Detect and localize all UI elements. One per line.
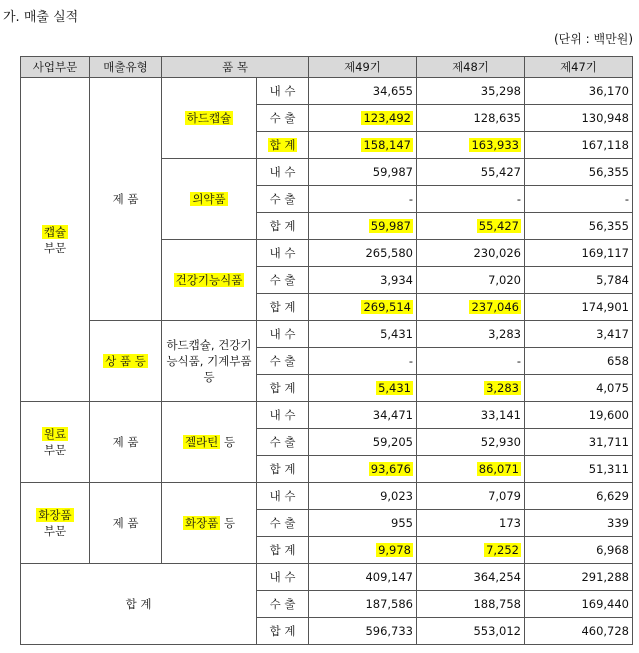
sales-type-product: 제 품 — [90, 483, 162, 564]
highlighted-text: 93,676 — [370, 462, 411, 476]
row-type: 수 출 — [257, 348, 309, 375]
cell — [309, 294, 417, 321]
highlighted-text: 상 품 등 — [105, 354, 146, 368]
cell — [417, 294, 525, 321]
row-type: 합 계 — [257, 294, 309, 321]
row-type: 내 수 — [257, 159, 309, 186]
cell: 7,079 — [417, 483, 525, 510]
cell: 59,987 — [309, 159, 417, 186]
item-hard-capsule — [162, 78, 257, 159]
cell: 130,948 — [525, 105, 633, 132]
cell: 6,629 — [525, 483, 633, 510]
cell: 36,170 — [525, 78, 633, 105]
cell: 339 — [525, 510, 633, 537]
item-cosmetics: 화장품 등 — [162, 483, 257, 564]
highlighted-text: 55,427 — [478, 219, 519, 233]
cell: 34,471 — [309, 402, 417, 429]
table-row — [21, 78, 633, 105]
row-type: 내 수 — [257, 564, 309, 591]
cell: 5,784 — [525, 267, 633, 294]
item-label: 건강기능식품 — [175, 273, 243, 287]
cell: 3,417 — [525, 321, 633, 348]
row-type: 수 출 — [257, 510, 309, 537]
cell: 33,141 — [417, 402, 525, 429]
cell: 6,968 — [525, 537, 633, 564]
cell: - — [309, 186, 417, 213]
division-label: 원료 — [43, 427, 67, 441]
cell: - — [417, 348, 525, 375]
cell: 5,431 — [309, 321, 417, 348]
header-item: 품 목 — [162, 57, 309, 78]
division-cosmetics — [21, 483, 90, 564]
cell: 169,440 — [525, 591, 633, 618]
cell — [309, 375, 417, 402]
cell: 230,026 — [417, 240, 525, 267]
cell: 291,288 — [525, 564, 633, 591]
cell: 265,580 — [309, 240, 417, 267]
highlighted-text: 123,492 — [363, 111, 411, 125]
cell: 7,020 — [417, 267, 525, 294]
header-period-49: 제49기 — [309, 57, 417, 78]
division-label: 캡슐 — [43, 224, 67, 239]
cell: 51,311 — [525, 456, 633, 483]
cell — [309, 537, 417, 564]
row-type: 내 수 — [257, 402, 309, 429]
highlighted-text: 59,987 — [370, 219, 411, 233]
row-type — [257, 132, 309, 159]
cell: 128,635 — [417, 105, 525, 132]
item-gelatin: 젤라틴 등 — [162, 402, 257, 483]
row-type: 합 계 — [257, 456, 309, 483]
cell: 658 — [525, 348, 633, 375]
cell: - — [525, 186, 633, 213]
row-type: 수 출 — [257, 591, 309, 618]
table-row — [21, 483, 633, 510]
cell: 409,147 — [309, 564, 417, 591]
section-title: 가. 매출 실적 — [3, 10, 79, 25]
item-label: 하드캡슐 — [186, 111, 232, 125]
division-gelatin — [21, 402, 90, 483]
row-type: 내 수 — [257, 78, 309, 105]
row-type: 수 출 — [257, 429, 309, 456]
header-period-47: 제47기 — [525, 57, 633, 78]
row-type: 합 계 — [257, 618, 309, 645]
cell — [417, 213, 525, 240]
highlighted-text: 237,046 — [471, 300, 519, 314]
row-type: 수 출 — [257, 186, 309, 213]
item-health-food — [162, 240, 257, 321]
row-type: 합 계 — [257, 375, 309, 402]
cell: 174,901 — [525, 294, 633, 321]
division-suffix: 부문 — [43, 240, 67, 255]
table-row — [21, 402, 633, 429]
cell: 34,655 — [309, 78, 417, 105]
cell — [417, 456, 525, 483]
division-suffix: 부문 — [43, 524, 67, 538]
highlighted-text: 합 계 — [269, 138, 296, 152]
cell: 167,118 — [525, 132, 633, 159]
header-division: 사업부문 — [21, 57, 90, 78]
table-row — [21, 321, 633, 348]
cell — [309, 456, 417, 483]
cell: - — [309, 348, 417, 375]
row-type: 내 수 — [257, 483, 309, 510]
item-goods: 하드캡슐, 건강기능식품, 기계부품 등 — [162, 321, 257, 402]
row-type: 내 수 — [257, 321, 309, 348]
cell: 56,355 — [525, 159, 633, 186]
highlighted-text: 269,514 — [363, 300, 411, 314]
cell — [417, 132, 525, 159]
cell — [309, 132, 417, 159]
row-type: 수 출 — [257, 105, 309, 132]
cell: 19,600 — [525, 402, 633, 429]
division-suffix: 부문 — [43, 443, 67, 457]
cell: 955 — [309, 510, 417, 537]
header-period-48: 제48기 — [417, 57, 525, 78]
row-type: 합 계 — [257, 213, 309, 240]
cell: - — [417, 186, 525, 213]
cell — [309, 105, 417, 132]
cell: 460,728 — [525, 618, 633, 645]
highlighted-text: 3,283 — [486, 381, 519, 395]
row-type: 내 수 — [257, 240, 309, 267]
cell: 364,254 — [417, 564, 525, 591]
cell — [417, 375, 525, 402]
highlighted-text: 86,071 — [478, 462, 519, 476]
cell — [417, 537, 525, 564]
cell: 173 — [417, 510, 525, 537]
cell: 55,427 — [417, 159, 525, 186]
unit-note: (단위 : 백만원) — [554, 32, 633, 46]
highlighted-text: 9,978 — [378, 543, 411, 557]
cell — [309, 213, 417, 240]
cell: 3,934 — [309, 267, 417, 294]
cell: 169,117 — [525, 240, 633, 267]
highlighted-text: 7,252 — [486, 543, 519, 557]
highlighted-text: 젤라틴 — [184, 435, 219, 449]
highlighted-text: 158,147 — [363, 138, 411, 152]
cell: 596,733 — [309, 618, 417, 645]
cell: 52,930 — [417, 429, 525, 456]
table-header-row — [21, 57, 633, 78]
sales-type-product: 제 품 — [90, 402, 162, 483]
cell: 188,758 — [417, 591, 525, 618]
sales-type-product: 제 품 — [90, 78, 162, 321]
item-medicine — [162, 159, 257, 240]
grand-total-label: 합 계 — [21, 564, 257, 645]
row-type: 수 출 — [257, 267, 309, 294]
cell: 59,205 — [309, 429, 417, 456]
cell: 553,012 — [417, 618, 525, 645]
highlighted-text: 163,933 — [471, 138, 519, 152]
cell: 4,075 — [525, 375, 633, 402]
highlighted-text: 화장품 — [184, 516, 219, 530]
sales-type-goods — [90, 321, 162, 402]
cell: 35,298 — [417, 78, 525, 105]
division-label: 화장품 — [38, 508, 72, 522]
highlighted-text: 5,431 — [378, 381, 411, 395]
cell: 56,355 — [525, 213, 633, 240]
item-label: 의약품 — [192, 192, 226, 206]
cell: 9,023 — [309, 483, 417, 510]
table-row — [21, 564, 633, 591]
division-capsule — [21, 78, 90, 402]
row-type: 합 계 — [257, 537, 309, 564]
header-sales-type: 매출유형 — [90, 57, 162, 78]
cell: 3,283 — [417, 321, 525, 348]
cell: 31,711 — [525, 429, 633, 456]
cell: 187,586 — [309, 591, 417, 618]
sales-table — [20, 56, 633, 645]
